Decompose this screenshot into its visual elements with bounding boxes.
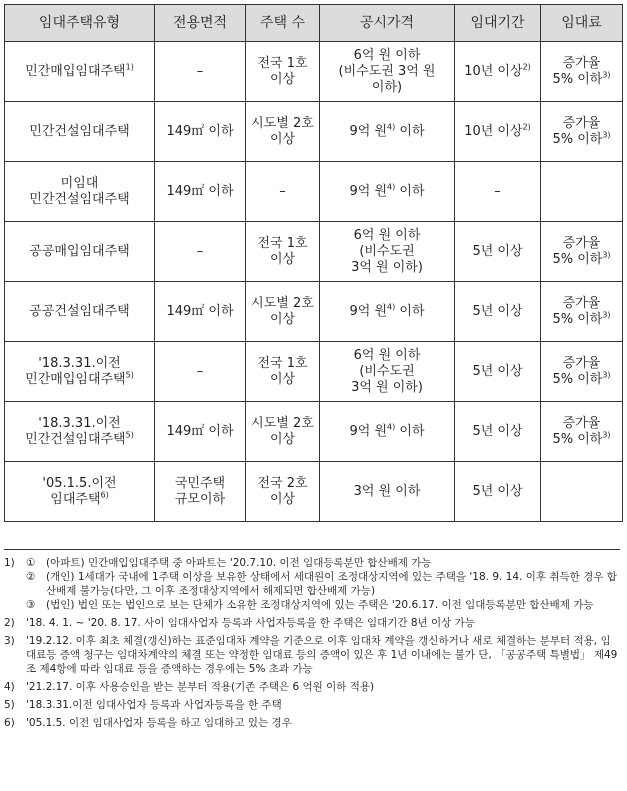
area-line: – <box>196 63 204 79</box>
footnote-2-text: '18. 4. 1. ~ '20. 8. 17. 사이 임대사업자 등록과 사업자등록을 한 주택은 임대기간 8년 이상 가능 <box>26 617 475 629</box>
rent-line: 5% 이하 <box>552 371 603 387</box>
footnote-number: 4) <box>4 681 15 693</box>
type-line: 공공건설임대주택 <box>29 303 130 319</box>
type-line-wrap <box>7 432 152 448</box>
period-text: 10년 이상 <box>464 63 523 79</box>
cell-rent <box>541 342 623 402</box>
type-line-wrap <box>7 64 152 80</box>
cell-period <box>455 282 541 342</box>
cell-rent <box>541 282 623 342</box>
cell-count <box>246 462 320 522</box>
area-line: – <box>196 243 204 259</box>
cell-type <box>5 222 155 282</box>
footnote-number: 3) <box>4 635 15 647</box>
period-text: 5년 이상 <box>472 243 523 259</box>
price-line: 9억 원 <box>349 423 388 439</box>
count-line: 이상 <box>269 431 296 447</box>
price-line: 3억 원 이하) <box>351 379 423 395</box>
header-count: 주택 수 <box>246 5 320 42</box>
area-line: 규모이하 <box>174 491 226 507</box>
cell-price <box>320 402 455 462</box>
footnote-5-text: '18.3.31.이전 임대사업자 등록과 사업자등록을 한 주택 <box>26 699 282 711</box>
footnote-ref: 5) <box>125 430 134 440</box>
cell-type <box>5 42 155 102</box>
rent-line-wrap <box>543 312 620 328</box>
rent-line: 5% 이하 <box>552 131 603 147</box>
type-line: 민간매입임대주택 <box>25 371 126 387</box>
cell-count <box>246 162 320 222</box>
type-line: '05.1.5.이전 <box>42 475 117 491</box>
area-line: 국민주택 <box>174 475 226 491</box>
count-line: 전국 1호 <box>257 355 308 371</box>
price-line: 9억 원 <box>349 303 388 319</box>
cell-rent <box>541 402 623 462</box>
cell-count <box>246 402 320 462</box>
table-header-row <box>5 5 623 42</box>
type-line-wrap <box>7 372 152 388</box>
count-line: – <box>279 183 286 199</box>
footnote-1-mark-a: ① <box>26 557 36 569</box>
rent-line: 증가율 <box>562 415 601 431</box>
table-row <box>5 162 623 222</box>
period-text: 5년 이상 <box>472 423 523 439</box>
footnote-ref: 2) <box>522 62 531 72</box>
footnote-4-text: '21.2.17. 이후 사용승인을 받는 분부터 적용(기존 주택은 6 억원 이하 적용) <box>26 681 375 693</box>
footnote-ref: 4) <box>387 422 396 432</box>
footnote-ref: 5) <box>125 370 134 380</box>
price-tail: 이하 <box>395 123 425 139</box>
price-tail: 이하 <box>395 423 425 439</box>
type-line: '18.3.31.이전 <box>38 415 121 431</box>
cell-type <box>5 462 155 522</box>
footnote-ref: 4) <box>387 182 396 192</box>
footnote-1 <box>4 556 620 612</box>
cell-area <box>155 42 246 102</box>
footnote-ref: 3) <box>602 130 611 140</box>
cell-count <box>246 102 320 162</box>
type-line-wrap <box>7 492 152 508</box>
price-line: 6억 원 이하 <box>353 347 421 363</box>
cell-area <box>155 222 246 282</box>
count-line: 시도별 2호 <box>251 415 314 431</box>
cell-area <box>155 282 246 342</box>
footnote-ref: 1) <box>125 62 134 72</box>
cell-type <box>5 402 155 462</box>
cell-type <box>5 102 155 162</box>
cell-price <box>320 462 455 522</box>
cell-period <box>455 462 541 522</box>
count-line: 시도별 2호 <box>251 295 314 311</box>
count-line: 시도별 2호 <box>251 115 314 131</box>
price-line: 이하) <box>371 79 403 95</box>
type-line: 공공매입임대주택 <box>29 243 130 259</box>
price-line: (비수도권 3억 원 <box>338 63 436 79</box>
cell-rent <box>541 42 623 102</box>
cell-rent <box>541 222 623 282</box>
cell-period <box>455 402 541 462</box>
footnote-number: 1) <box>4 557 15 569</box>
footnote-6-text: '05.1.5. 이전 임대사업자 등록을 하고 임대하고 있는 경우 <box>26 717 292 729</box>
rent-line: 5% 이하 <box>552 431 603 447</box>
count-line: 이상 <box>269 131 296 147</box>
cell-type <box>5 162 155 222</box>
table-row <box>5 102 623 162</box>
cell-area <box>155 162 246 222</box>
type-line: 민간건설임대주택 <box>29 191 130 207</box>
area-line: 149㎡ 이하 <box>166 183 234 199</box>
cell-period <box>455 102 541 162</box>
count-line: 전국 1호 <box>257 235 308 251</box>
footnote-ref: 3) <box>602 430 611 440</box>
price-line-wrap <box>322 304 452 320</box>
cell-area <box>155 102 246 162</box>
price-line: 3억 원 이하 <box>353 483 421 499</box>
period-text: 5년 이상 <box>472 363 523 379</box>
cell-count <box>246 222 320 282</box>
footnotes <box>4 549 620 734</box>
price-line: (비수도권 <box>359 363 415 379</box>
footnote-4 <box>4 680 620 694</box>
cell-type <box>5 342 155 402</box>
period-text: 5년 이상 <box>472 483 523 499</box>
footnote-1-mark-b: ② <box>26 571 36 583</box>
header-type: 임대주택유형 <box>5 5 155 42</box>
type-line: 민간매입임대주택 <box>25 63 126 79</box>
rent-line-wrap <box>543 132 620 148</box>
footnote-2 <box>4 616 620 630</box>
price-tail: 이하 <box>395 303 425 319</box>
cell-price <box>320 42 455 102</box>
header-rent: 임대료 <box>541 5 623 42</box>
type-line: '18.3.31.이전 <box>38 355 121 371</box>
price-line: 6억 원 이하 <box>353 47 421 63</box>
rent-line: 5% 이하 <box>552 311 603 327</box>
area-line: – <box>196 363 204 379</box>
area-line: 149㎡ 이하 <box>166 303 234 319</box>
cell-price <box>320 282 455 342</box>
price-line: 3억 원 이하) <box>351 259 423 275</box>
footnote-number: 5) <box>4 699 15 711</box>
rent-line-wrap <box>543 372 620 388</box>
period-text: 10년 이상 <box>464 123 523 139</box>
footnote-ref: 3) <box>602 310 611 320</box>
count-line: 이상 <box>269 371 296 387</box>
footnote-1-b: (개인) 1세대가 국내에 1주택 이상을 보유한 상태에서 세대원이 조정대상지역에 있는 주택을 '18. 9. 14. 이후 취득한 경우 합산배제 불가능(다만, 그 이후 조정대상지역에서 해제되면 합산배제 가능) <box>46 571 617 597</box>
period-text: 5년 이상 <box>472 303 523 319</box>
rent-line: 증가율 <box>562 115 601 131</box>
footnote-1-c: (법인) 법인 또는 법인으로 보는 단체가 소유한 조정대상지역에 있는 주택은 '20.6.17. 이전 임대등록분만 합산배제 가능 <box>46 599 594 611</box>
price-line: 6억 원 이하 <box>353 227 421 243</box>
area-line: 149㎡ 이하 <box>166 123 234 139</box>
price-tail: 이하 <box>395 183 425 199</box>
price-line: 9억 원 <box>349 123 388 139</box>
cell-rent <box>541 162 623 222</box>
cell-period <box>455 42 541 102</box>
rent-line-wrap <box>543 252 620 268</box>
footnote-ref: 2) <box>522 122 531 132</box>
count-line: 전국 1호 <box>257 55 308 71</box>
table-row <box>5 222 623 282</box>
footnote-ref: 3) <box>602 250 611 260</box>
cell-period <box>455 162 541 222</box>
cell-period <box>455 222 541 282</box>
cell-price <box>320 102 455 162</box>
header-period: 임대기간 <box>455 5 541 42</box>
table-row <box>5 462 623 522</box>
price-line-wrap <box>322 184 452 200</box>
cell-price <box>320 342 455 402</box>
rent-line: 증가율 <box>562 55 601 71</box>
type-line: 미임대 <box>60 175 99 191</box>
cell-rent <box>541 102 623 162</box>
rent-line: 증가율 <box>562 295 601 311</box>
rent-line: 5% 이하 <box>552 251 603 267</box>
cell-area <box>155 402 246 462</box>
rent-line: 증가율 <box>562 235 601 251</box>
area-line: 149㎡ 이하 <box>166 423 234 439</box>
header-area: 전용면적 <box>155 5 246 42</box>
rental-housing-table <box>4 4 623 522</box>
rent-line-wrap <box>543 72 620 88</box>
footnote-ref: 4) <box>387 122 396 132</box>
cell-count <box>246 342 320 402</box>
footnote-6 <box>4 716 620 730</box>
price-line: 9억 원 <box>349 183 388 199</box>
footnote-3-text: '19.2.12. 이후 최초 체결(갱신)하는 표준임대차 계약을 기준으로 이후 임대차 계약을 갱신하거나 새로 체결하는 분부터 적용, 임대료등 증액 청구는 임대차계약의 체결 또는 약정한 임대료 등의 증액이 있은 후 1년 이내에는 불가 단, 「공공주택 특별법」 제49조 제4항에 따라 임대료 등을 증액하는 경우에는 5% 초과 가능 <box>26 635 618 675</box>
footnote-ref: 6) <box>100 490 109 500</box>
rent-line: 증가율 <box>562 355 601 371</box>
type-line: 민간건설임대주택 <box>25 431 126 447</box>
cell-type <box>5 282 155 342</box>
footnote-number: 6) <box>4 717 15 729</box>
count-line: 이상 <box>269 251 296 267</box>
table-row <box>5 342 623 402</box>
period-text: – <box>494 183 501 199</box>
price-line: (비수도권 <box>359 243 415 259</box>
cell-area <box>155 462 246 522</box>
cell-rent <box>541 462 623 522</box>
footnote-number: 2) <box>4 617 15 629</box>
count-line: 이상 <box>269 311 296 327</box>
footnote-ref: 4) <box>387 302 396 312</box>
table-row <box>5 282 623 342</box>
cell-area <box>155 342 246 402</box>
count-line: 전국 2호 <box>257 475 308 491</box>
price-line-wrap <box>322 124 452 140</box>
header-price: 공시가격 <box>320 5 455 42</box>
cell-price <box>320 222 455 282</box>
cell-period <box>455 342 541 402</box>
type-line: 임대주택 <box>50 491 101 507</box>
footnote-3 <box>4 634 620 676</box>
rent-line: 5% 이하 <box>552 71 603 87</box>
type-line: 민간건설임대주택 <box>29 123 130 139</box>
price-line-wrap <box>322 424 452 440</box>
cell-count <box>246 282 320 342</box>
count-line: 이상 <box>269 71 296 87</box>
cell-price <box>320 162 455 222</box>
footnote-5 <box>4 698 620 712</box>
footnote-ref: 3) <box>602 70 611 80</box>
footnote-1-a: (아파트) 민간매입임대주택 중 아파트는 '20.7.10. 이전 임대등록분만 합산배제 가능 <box>46 557 432 569</box>
cell-count <box>246 42 320 102</box>
table-row <box>5 402 623 462</box>
count-line: 이상 <box>269 491 296 507</box>
rent-line-wrap <box>543 432 620 448</box>
footnote-ref: 3) <box>602 370 611 380</box>
table-row <box>5 42 623 102</box>
footnote-1-mark-c: ③ <box>26 599 36 611</box>
